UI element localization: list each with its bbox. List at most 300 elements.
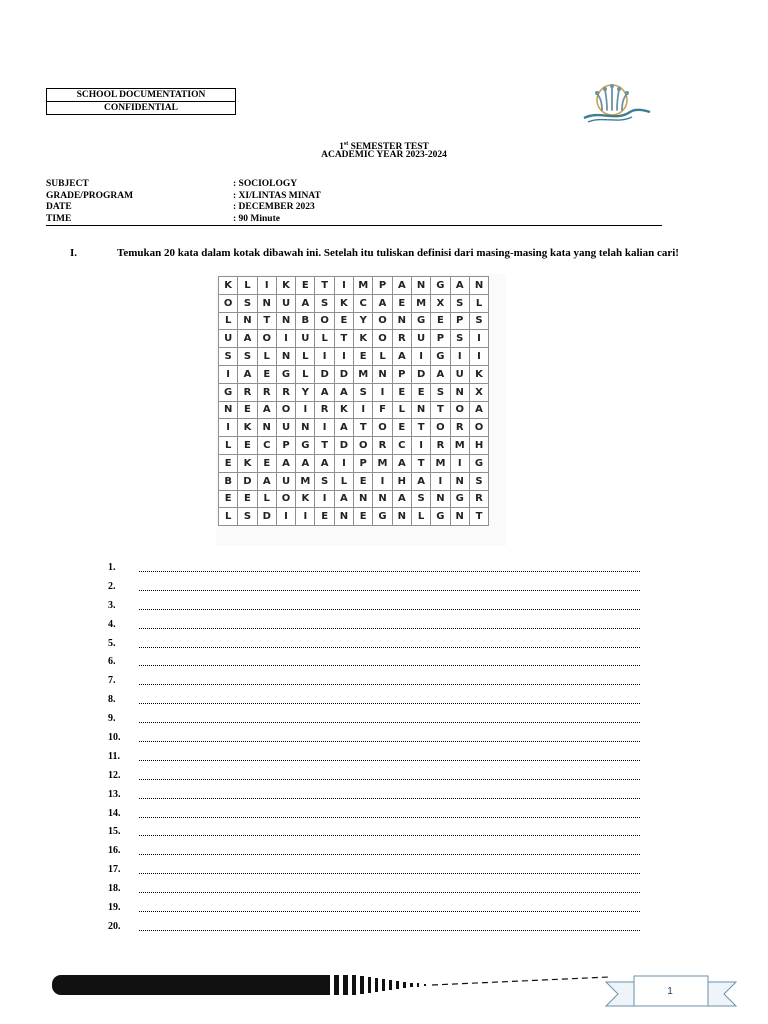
- answer-number: 17.: [108, 864, 121, 876]
- puzzle-cell: A: [334, 383, 353, 401]
- puzzle-cell: O: [450, 401, 469, 419]
- answer-blank[interactable]: [139, 817, 640, 818]
- answer-number: 11.: [108, 750, 120, 762]
- school-logo: [578, 80, 654, 126]
- answer-blank[interactable]: [139, 892, 640, 893]
- puzzle-cell: L: [219, 437, 238, 455]
- answer-line[interactable]: [108, 768, 648, 787]
- puzzle-cell: I: [276, 330, 295, 348]
- puzzle-cell: E: [354, 348, 373, 366]
- footer-stripes: [334, 975, 614, 995]
- puzzle-cell: H: [469, 437, 488, 455]
- puzzle-cell: O: [257, 330, 276, 348]
- puzzle-cell: T: [354, 419, 373, 437]
- puzzle-cell: T: [469, 508, 488, 526]
- puzzle-cell: U: [276, 419, 295, 437]
- puzzle-cell: K: [238, 454, 257, 472]
- confidential-box: [46, 88, 236, 115]
- puzzle-cell: S: [315, 472, 334, 490]
- puzzle-cell: N: [431, 490, 450, 508]
- puzzle-cell: E: [238, 490, 257, 508]
- puzzle-cell: L: [257, 348, 276, 366]
- puzzle-cell: K: [238, 419, 257, 437]
- puzzle-cell: I: [276, 508, 295, 526]
- puzzle-cell: T: [411, 454, 430, 472]
- puzzle-cell: D: [334, 365, 353, 383]
- puzzle-cell: E: [219, 454, 238, 472]
- puzzle-cell: N: [392, 508, 411, 526]
- academic-year: ACADEMIC YEAR 2023-2024: [321, 150, 447, 160]
- answer-blank[interactable]: [139, 609, 640, 610]
- puzzle-cell: I: [431, 472, 450, 490]
- puzzle-cell: O: [373, 330, 392, 348]
- puzzle-cell: S: [411, 490, 430, 508]
- answer-blank[interactable]: [139, 760, 640, 761]
- puzzle-cell: I: [334, 277, 353, 295]
- puzzle-cell: G: [219, 383, 238, 401]
- puzzle-cell: E: [257, 365, 276, 383]
- answer-blank[interactable]: [139, 722, 640, 723]
- answer-number: 5.: [108, 637, 116, 649]
- puzzle-cell: S: [238, 348, 257, 366]
- puzzle-cell: S: [219, 348, 238, 366]
- puzzle-cell: O: [469, 419, 488, 437]
- answer-line[interactable]: [108, 692, 648, 711]
- answer-blank[interactable]: [139, 684, 640, 685]
- puzzle-cell: I: [373, 383, 392, 401]
- answer-line[interactable]: [108, 749, 648, 768]
- puzzle-cell: E: [431, 312, 450, 330]
- puzzle-cell: L: [219, 312, 238, 330]
- answer-number: 7.: [108, 675, 116, 687]
- answer-blank[interactable]: [139, 647, 640, 648]
- puzzle-cell: I: [469, 330, 488, 348]
- puzzle-cell: A: [296, 454, 315, 472]
- answer-number: 20.: [108, 920, 121, 932]
- puzzle-cell: D: [315, 365, 334, 383]
- puzzle-cell: C: [354, 294, 373, 312]
- puzzle-cell: A: [373, 294, 392, 312]
- puzzle-cell: A: [392, 277, 411, 295]
- answer-number: 6.: [108, 656, 116, 668]
- answer-blank[interactable]: [139, 835, 640, 836]
- puzzle-cell: N: [276, 348, 295, 366]
- puzzle-cell: A: [276, 454, 295, 472]
- puzzle-cell: S: [315, 294, 334, 312]
- info-label: DATE: [46, 202, 72, 212]
- puzzle-cell: A: [238, 365, 257, 383]
- semester-title-text: SEMESTER TEST: [348, 142, 429, 153]
- puzzle-cell: I: [315, 419, 334, 437]
- puzzle-row: [219, 294, 489, 312]
- puzzle-cell: N: [411, 401, 430, 419]
- answer-line[interactable]: [108, 824, 648, 843]
- answer-number: 18.: [108, 883, 121, 895]
- puzzle-cell: N: [238, 312, 257, 330]
- puzzle-row: [219, 277, 489, 295]
- answer-line[interactable]: [108, 617, 648, 636]
- puzzle-cell: K: [334, 294, 353, 312]
- puzzle-cell: E: [257, 454, 276, 472]
- info-row-time: [46, 214, 662, 226]
- puzzle-cell: D: [334, 437, 353, 455]
- answer-line[interactable]: [108, 579, 648, 598]
- info-row-date: [46, 202, 662, 214]
- info-value: : 90 Minute: [233, 213, 280, 224]
- puzzle-cell: T: [315, 437, 334, 455]
- puzzle-cell: G: [411, 312, 430, 330]
- puzzle-cell: L: [238, 277, 257, 295]
- puzzle-cell: N: [450, 383, 469, 401]
- answer-blank[interactable]: [139, 798, 640, 799]
- answer-line[interactable]: [108, 787, 648, 806]
- puzzle-cell: I: [334, 348, 353, 366]
- puzzle-cell: U: [219, 330, 238, 348]
- answer-blank[interactable]: [139, 911, 640, 912]
- puzzle-cell: E: [238, 437, 257, 455]
- puzzle-cell: E: [392, 294, 411, 312]
- answer-number: 13.: [108, 788, 121, 800]
- puzzle-cell: N: [296, 419, 315, 437]
- puzzle-cell: O: [373, 419, 392, 437]
- puzzle-cell: D: [238, 472, 257, 490]
- puzzle-cell: N: [257, 419, 276, 437]
- puzzle-cell: R: [450, 419, 469, 437]
- puzzle-cell: K: [219, 277, 238, 295]
- puzzle-cell: A: [392, 454, 411, 472]
- puzzle-cell: O: [373, 312, 392, 330]
- puzzle-cell: M: [431, 454, 450, 472]
- answer-line[interactable]: [108, 654, 648, 673]
- answer-number: 14.: [108, 807, 121, 819]
- puzzle-cell: S: [238, 508, 257, 526]
- puzzle-cell: K: [469, 365, 488, 383]
- puzzle-cell: G: [469, 454, 488, 472]
- puzzle-cell: A: [431, 365, 450, 383]
- answer-blank[interactable]: [139, 873, 640, 874]
- puzzle-row: [219, 472, 489, 490]
- puzzle-cell: B: [296, 312, 315, 330]
- semester-number: 1: [339, 142, 344, 153]
- puzzle-cell: I: [469, 348, 488, 366]
- answer-blank[interactable]: [139, 590, 640, 591]
- answer-blank[interactable]: [139, 854, 640, 855]
- puzzle-cell: U: [411, 330, 430, 348]
- puzzle-cell: I: [296, 401, 315, 419]
- puzzle-cell: P: [373, 277, 392, 295]
- info-label: GRADE/PROGRAM: [46, 190, 134, 201]
- info-value: : SOCIOLOGY: [233, 179, 298, 189]
- puzzle-cell: L: [411, 508, 430, 526]
- puzzle-cell: G: [431, 508, 450, 526]
- puzzle-cell: L: [373, 348, 392, 366]
- info-label: TIME: [46, 213, 72, 224]
- puzzle-cell: E: [354, 508, 373, 526]
- puzzle-cell: L: [469, 294, 488, 312]
- puzzle-cell: C: [392, 437, 411, 455]
- puzzle-cell: I: [450, 348, 469, 366]
- puzzle-cell: I: [411, 437, 430, 455]
- puzzle-cell: H: [392, 472, 411, 490]
- puzzle-row: [219, 330, 489, 348]
- confidential-line-1: SCHOOL DOCUMENTATION: [76, 90, 206, 100]
- puzzle-cell: L: [315, 330, 334, 348]
- puzzle-cell: D: [411, 365, 430, 383]
- puzzle-cell: N: [334, 508, 353, 526]
- answer-number: 1.: [108, 562, 116, 573]
- puzzle-cell: A: [257, 472, 276, 490]
- puzzle-cell: O: [354, 437, 373, 455]
- puzzle-cell: R: [315, 401, 334, 419]
- puzzle-cell: K: [276, 277, 295, 295]
- puzzle-cell: A: [315, 454, 334, 472]
- puzzle-cell: G: [431, 277, 450, 295]
- puzzle-cell: A: [315, 383, 334, 401]
- page-number: 1: [667, 986, 673, 997]
- puzzle-cell: N: [411, 277, 430, 295]
- puzzle-row: [219, 454, 489, 472]
- section-number: I.: [70, 247, 78, 259]
- puzzle-cell: T: [334, 330, 353, 348]
- exam-info: [46, 179, 662, 225]
- puzzle-cell: E: [315, 508, 334, 526]
- answer-line[interactable]: [108, 711, 648, 730]
- puzzle-cell: G: [431, 348, 450, 366]
- puzzle-cell: Y: [354, 312, 373, 330]
- puzzle-cell: N: [392, 312, 411, 330]
- info-value: : DECEMBER 2023: [233, 202, 315, 212]
- puzzle-cell: E: [354, 472, 373, 490]
- puzzle-cell: M: [373, 454, 392, 472]
- puzzle-cell: I: [315, 490, 334, 508]
- puzzle-cell: U: [276, 294, 295, 312]
- puzzle-cell: N: [257, 294, 276, 312]
- answer-blank[interactable]: [139, 741, 640, 742]
- puzzle-cell: L: [392, 401, 411, 419]
- puzzle-cell: Y: [296, 383, 315, 401]
- puzzle-cell: A: [411, 472, 430, 490]
- puzzle-cell: A: [257, 401, 276, 419]
- answer-blank[interactable]: [139, 779, 640, 780]
- puzzle-cell: S: [354, 383, 373, 401]
- puzzle-row: [219, 508, 489, 526]
- puzzle-cell: N: [373, 490, 392, 508]
- puzzle-cell: E: [334, 312, 353, 330]
- word-search-grid: [218, 276, 489, 526]
- puzzle-cell: A: [296, 294, 315, 312]
- puzzle-cell: I: [315, 348, 334, 366]
- confidential-line-2: CONFIDENTIAL: [47, 101, 235, 114]
- puzzle-cell: F: [373, 401, 392, 419]
- puzzle-cell: I: [450, 454, 469, 472]
- answer-line[interactable]: [108, 598, 648, 617]
- puzzle-cell: I: [296, 508, 315, 526]
- semester-ordinal: st: [343, 141, 349, 147]
- answer-number: 3.: [108, 599, 116, 611]
- answer-blank[interactable]: [139, 628, 640, 629]
- puzzle-cell: N: [373, 365, 392, 383]
- puzzle-cell: I: [257, 277, 276, 295]
- puzzle-cell: A: [392, 348, 411, 366]
- puzzle-row: [219, 312, 489, 330]
- puzzle-cell: R: [392, 330, 411, 348]
- puzzle-cell: G: [296, 437, 315, 455]
- puzzle-cell: X: [469, 383, 488, 401]
- answer-number: 8.: [108, 694, 116, 706]
- puzzle-cell: S: [450, 330, 469, 348]
- answer-number: 10.: [108, 732, 121, 744]
- puzzle-cell: A: [469, 401, 488, 419]
- puzzle-cell: R: [276, 383, 295, 401]
- answer-number: 12.: [108, 769, 121, 781]
- puzzle-cell: L: [296, 365, 315, 383]
- puzzle-cell: I: [334, 454, 353, 472]
- puzzle-cell: U: [276, 472, 295, 490]
- puzzle-cell: M: [296, 472, 315, 490]
- info-label: SUBJECT: [46, 179, 89, 189]
- puzzle-cell: S: [469, 312, 488, 330]
- puzzle-cell: E: [238, 401, 257, 419]
- puzzle-cell: E: [392, 419, 411, 437]
- answer-line[interactable]: [108, 900, 648, 919]
- puzzle-cell: M: [450, 437, 469, 455]
- puzzle-cell: R: [238, 383, 257, 401]
- puzzle-row: [219, 401, 489, 419]
- puzzle-cell: R: [469, 490, 488, 508]
- puzzle-row: [219, 490, 489, 508]
- header-divider: [46, 225, 662, 226]
- answer-number: 16.: [108, 845, 121, 857]
- info-row-subject: [46, 179, 662, 191]
- puzzle-cell: K: [334, 401, 353, 419]
- puzzle-cell: I: [373, 472, 392, 490]
- puzzle-row: [219, 419, 489, 437]
- puzzle-cell: A: [238, 330, 257, 348]
- answer-line[interactable]: [108, 730, 648, 749]
- answer-blank[interactable]: [139, 703, 640, 704]
- puzzle-cell: M: [411, 294, 430, 312]
- answer-blank[interactable]: [139, 930, 640, 931]
- puzzle-cell: P: [392, 365, 411, 383]
- puzzle-cell: N: [354, 490, 373, 508]
- puzzle-cell: R: [257, 383, 276, 401]
- answer-number: 9.: [108, 713, 116, 725]
- puzzle-cell: S: [450, 294, 469, 312]
- puzzle-cell: U: [450, 365, 469, 383]
- puzzle-cell: T: [411, 419, 430, 437]
- puzzle-cell: L: [219, 508, 238, 526]
- puzzle-row: [219, 348, 489, 366]
- puzzle-cell: C: [257, 437, 276, 455]
- puzzle-cell: D: [257, 508, 276, 526]
- answer-number: 4.: [108, 618, 116, 630]
- answer-line[interactable]: [108, 560, 648, 579]
- puzzle-cell: O: [431, 419, 450, 437]
- answer-number: 15.: [108, 826, 121, 838]
- puzzle-cell: O: [276, 401, 295, 419]
- answer-line[interactable]: [108, 862, 648, 881]
- puzzle-cell: T: [257, 312, 276, 330]
- puzzle-cell: N: [450, 472, 469, 490]
- puzzle-cell: A: [450, 277, 469, 295]
- puzzle-cell: L: [296, 348, 315, 366]
- puzzle-cell: S: [469, 472, 488, 490]
- puzzle-cell: G: [373, 508, 392, 526]
- puzzle-cell: G: [276, 365, 295, 383]
- puzzle-row: [219, 437, 489, 455]
- section-instruction: Temukan 20 kata dalam kotak dibawah ini. Setelah itu tuliskan definisi dari masing-masing kata yang telah kalian cari!: [117, 247, 679, 259]
- puzzle-cell: E: [219, 490, 238, 508]
- puzzle-cell: M: [354, 277, 373, 295]
- puzzle-cell: O: [219, 294, 238, 312]
- puzzle-cell: P: [276, 437, 295, 455]
- answer-line[interactable]: [108, 806, 648, 825]
- footer-bar: [52, 975, 330, 995]
- puzzle-cell: T: [315, 277, 334, 295]
- answer-line[interactable]: [108, 636, 648, 655]
- puzzle-cell: K: [296, 490, 315, 508]
- answer-blank[interactable]: [139, 665, 640, 666]
- puzzle-cell: A: [392, 490, 411, 508]
- puzzle-cell: B: [219, 472, 238, 490]
- answer-list: [108, 560, 648, 938]
- puzzle-cell: E: [392, 383, 411, 401]
- puzzle-cell: A: [334, 490, 353, 508]
- puzzle-cell: E: [411, 383, 430, 401]
- puzzle-cell: K: [354, 330, 373, 348]
- info-row-grade: [46, 191, 662, 203]
- puzzle-cell: I: [354, 401, 373, 419]
- puzzle-cell: N: [469, 277, 488, 295]
- answer-line[interactable]: [108, 843, 648, 862]
- puzzle-cell: X: [431, 294, 450, 312]
- answer-line[interactable]: [108, 673, 648, 692]
- answer-number: 19.: [108, 902, 121, 914]
- puzzle-cell: A: [334, 419, 353, 437]
- puzzle-cell: I: [219, 419, 238, 437]
- answer-number: 2.: [108, 580, 116, 592]
- puzzle-cell: G: [450, 490, 469, 508]
- puzzle-cell: N: [450, 508, 469, 526]
- puzzle-cell: E: [296, 277, 315, 295]
- puzzle-cell: R: [431, 437, 450, 455]
- puzzle-cell: R: [373, 437, 392, 455]
- answer-line[interactable]: [108, 881, 648, 900]
- puzzle-cell: U: [296, 330, 315, 348]
- puzzle-row: [219, 383, 489, 401]
- puzzle-cell: S: [238, 294, 257, 312]
- puzzle-cell: S: [431, 383, 450, 401]
- puzzle-cell: I: [411, 348, 430, 366]
- puzzle-cell: O: [315, 312, 334, 330]
- puzzle-row: [219, 365, 489, 383]
- info-value: : XI/LINTAS MINAT: [233, 190, 321, 201]
- puzzle-cell: T: [431, 401, 450, 419]
- puzzle-cell: M: [354, 365, 373, 383]
- puzzle-cell: O: [276, 490, 295, 508]
- puzzle-cell: P: [431, 330, 450, 348]
- answer-line[interactable]: [108, 919, 648, 938]
- answer-blank[interactable]: [139, 571, 640, 572]
- puzzle-cell: N: [219, 401, 238, 419]
- puzzle-cell: L: [257, 490, 276, 508]
- puzzle-cell: P: [354, 454, 373, 472]
- puzzle-cell: N: [276, 312, 295, 330]
- puzzle-cell: P: [450, 312, 469, 330]
- puzzle-cell: L: [334, 472, 353, 490]
- word-search-puzzle: [216, 274, 506, 546]
- puzzle-cell: I: [219, 365, 238, 383]
